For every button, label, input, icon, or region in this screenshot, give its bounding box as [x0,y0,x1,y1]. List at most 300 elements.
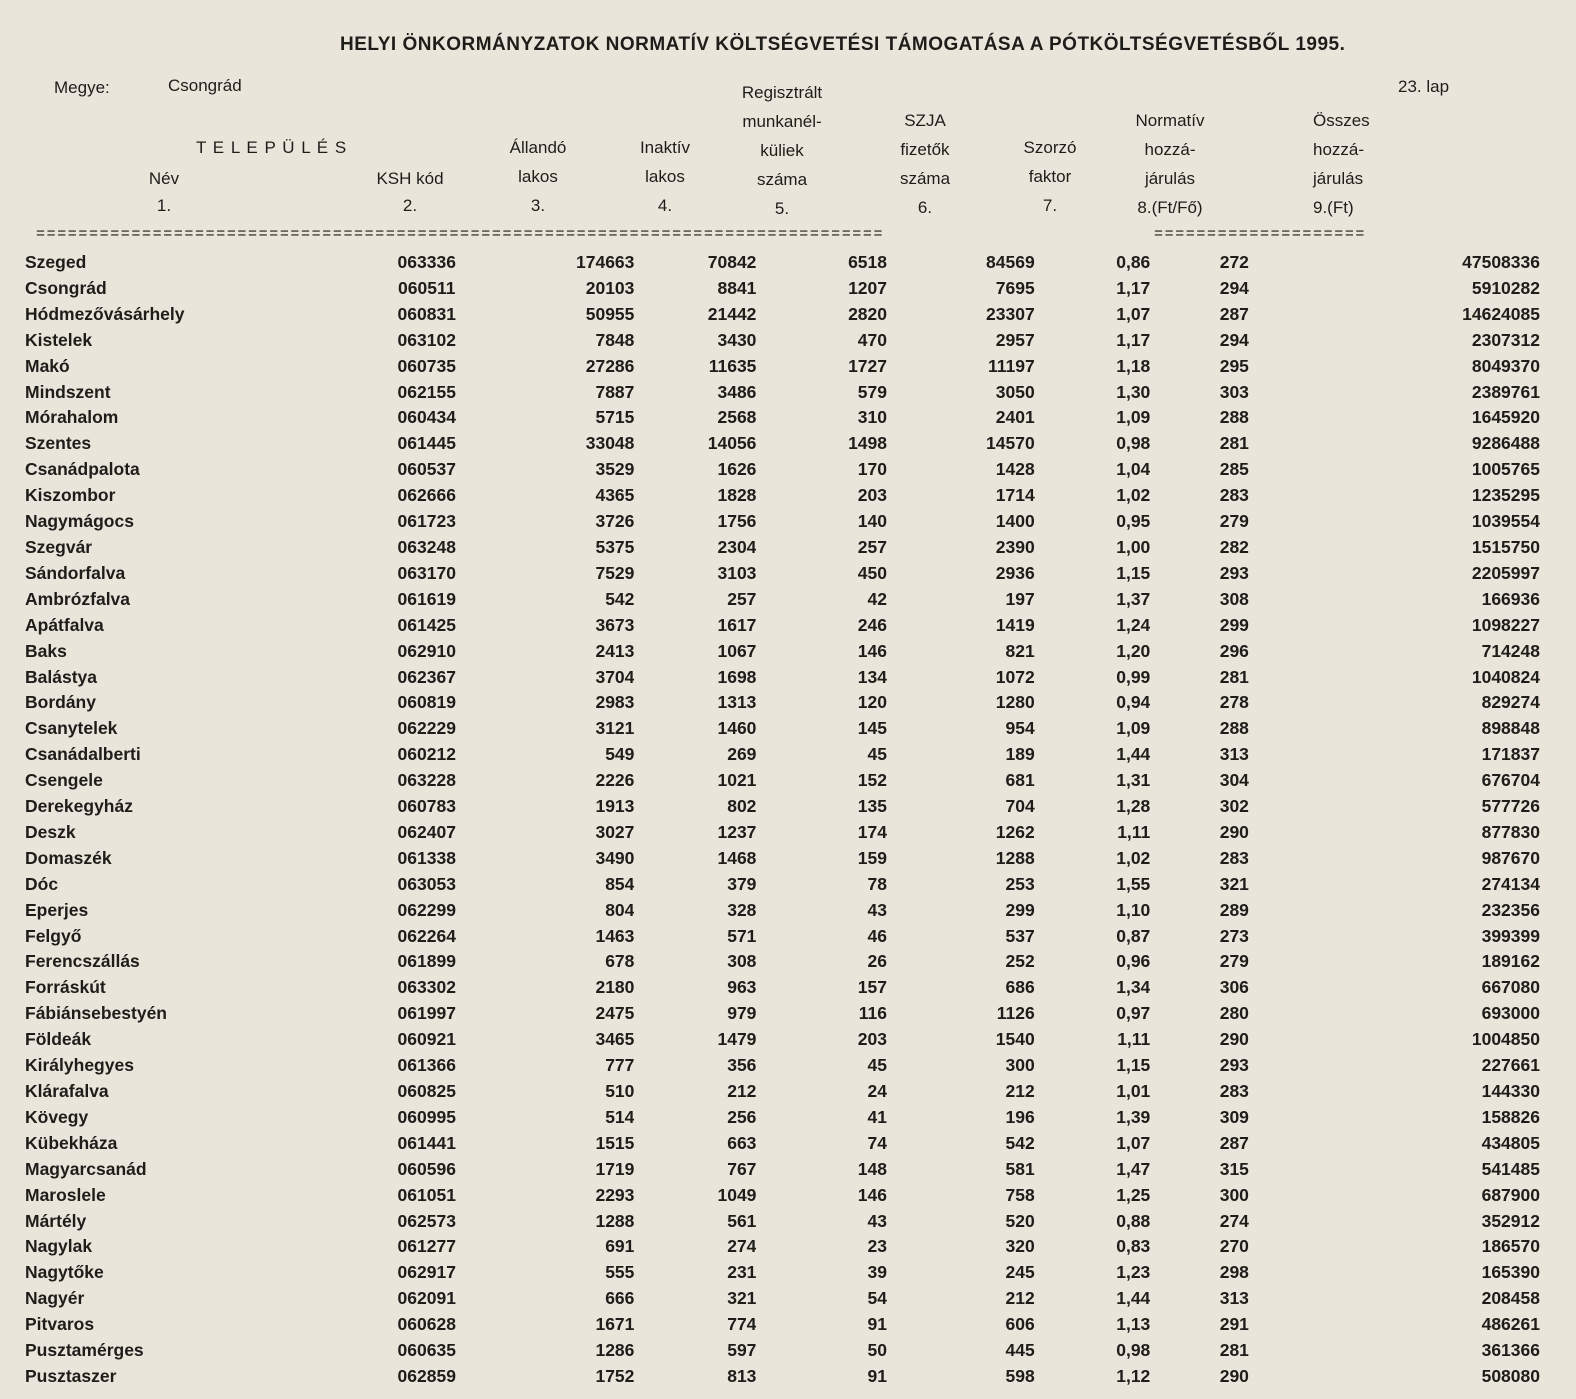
pit-payers-cell: 14570 [986,433,1035,454]
registered-unemployed-cell: 146 [857,1184,887,1205]
pit-payers-cell: 1280 [995,692,1035,713]
table-row [20,1079,1540,1105]
inactive-residents-cell: 3486 [717,381,757,402]
ksh-code-cell: 061425 [397,614,456,635]
settlement-name-cell: Nagyér [25,1288,85,1309]
multiplier-factor-cell: 1,31 [1116,770,1151,791]
pit-payers-cell: 189 [1005,744,1035,765]
registered-unemployed-cell: 45 [867,1055,887,1076]
ksh-code-cell: 060628 [397,1314,456,1335]
multiplier-factor-cell: 1,12 [1116,1365,1151,1386]
ksh-code-cell: 063170 [397,562,456,583]
ksh-code-cell: 063248 [397,536,456,557]
registered-unemployed-cell: 6518 [848,252,887,272]
ksh-code-cell: 061899 [397,951,456,972]
registered-unemployed-cell: 152 [857,770,887,791]
settlement-name-cell: Nagytőke [25,1262,104,1283]
table-row [20,276,1540,302]
permanent-residents-cell: 3027 [595,821,635,842]
table-row [20,509,1540,535]
total-contribution-cell: 541485 [1481,1158,1540,1179]
registered-unemployed-cell: 310 [857,407,887,428]
total-contribution-cell: 47508336 [1462,252,1540,272]
pit-payers-cell: 954 [1005,718,1035,739]
total-contribution-cell: 1040824 [1471,666,1540,687]
permanent-residents-cell: 510 [605,1081,635,1101]
multiplier-factor-cell: 0,98 [1116,1340,1151,1361]
normative-contribution-cell: 290 [1219,1029,1249,1050]
ksh-code-cell: 062910 [397,640,456,661]
normative-contribution-cell: 315 [1219,1158,1249,1179]
total-contribution-cell: 898848 [1481,718,1540,739]
multiplier-factor-cell: 1,17 [1116,329,1151,350]
total-contribution-cell: 165390 [1481,1262,1540,1283]
permanent-residents-cell: 2983 [595,692,635,713]
permanent-residents-cell: 3704 [595,666,635,687]
total-contribution-cell: 508080 [1481,1365,1540,1386]
ksh-code-cell: 062229 [397,718,456,739]
settlement-name-cell: Ferencszállás [25,951,140,972]
inactive-residents-cell: 1021 [717,770,757,791]
registered-unemployed-cell: 146 [857,640,887,661]
permanent-residents-cell: 1463 [595,925,635,946]
permanent-residents-cell: 174663 [576,252,635,272]
inactive-residents-cell: 1237 [717,821,757,842]
table-row [20,1209,1540,1235]
page-number: 23. lap [1398,77,1450,96]
registered-unemployed-cell: 145 [857,718,887,739]
registered-unemployed-cell: 140 [857,511,887,532]
registered-unemployed-cell: 135 [857,796,887,817]
ksh-code-cell: 061051 [397,1184,456,1205]
county-label: Megye: [54,78,110,97]
multiplier-factor-cell: 1,17 [1116,277,1151,298]
total-contribution-cell: 434805 [1481,1132,1540,1153]
normative-contribution-cell: 299 [1219,614,1249,635]
registered-unemployed-cell: 50 [867,1340,887,1361]
total-contribution-cell: 186570 [1481,1236,1540,1257]
total-contribution-cell: 577726 [1481,796,1540,817]
settlement-name-cell: Baks [25,640,67,661]
settlement-name-cell: Hódmezővásárhely [25,303,185,324]
total-contribution-cell: 189162 [1481,951,1540,972]
multiplier-factor-cell: 1,18 [1116,355,1151,376]
permanent-residents-cell: 3673 [595,614,635,635]
permanent-residents-cell: 542 [605,588,635,609]
permanent-residents-cell: 804 [605,899,635,920]
total-contribution-cell: 399399 [1481,925,1540,946]
inactive-residents-cell: 379 [727,873,757,894]
table-row [20,1001,1540,1027]
permanent-residents-cell: 50955 [585,303,635,324]
table-row [20,1157,1540,1183]
pit-payers-cell: 681 [1005,770,1035,791]
header-szja: SZJA fizetők száma 6. [899,111,951,217]
settlement-name-cell: Forráskút [25,977,106,998]
settlement-name-cell: Szeged [25,252,87,272]
normative-contribution-cell: 302 [1219,796,1249,817]
ksh-code-cell: 063102 [397,329,456,350]
multiplier-factor-cell: 1,55 [1116,873,1151,894]
multiplier-factor-cell: 1,04 [1116,459,1151,480]
pit-payers-cell: 11197 [987,355,1035,376]
normative-contribution-cell: 287 [1219,303,1249,324]
registered-unemployed-cell: 134 [857,666,887,687]
pit-payers-cell: 581 [1005,1158,1035,1179]
normative-contribution-cell: 290 [1219,821,1249,842]
permanent-residents-cell: 7529 [595,562,635,583]
ksh-code-cell: 061619 [397,588,456,609]
inactive-residents-cell: 1479 [717,1029,757,1050]
multiplier-factor-cell: 1,39 [1116,1106,1151,1127]
normative-contribution-cell: 270 [1219,1236,1249,1257]
total-contribution-cell: 1005765 [1471,459,1540,480]
registered-unemployed-cell: 203 [857,1029,887,1050]
multiplier-factor-cell: 1,25 [1116,1184,1151,1205]
settlement-name-cell: Kiszombor [25,485,116,506]
multiplier-factor-cell: 0,95 [1116,511,1151,532]
pit-payers-cell: 7695 [995,277,1035,298]
permanent-residents-cell: 1913 [595,796,635,817]
total-contribution-cell: 1039554 [1471,511,1540,532]
inactive-residents-cell: 1067 [717,640,757,661]
ksh-code-cell: 060825 [397,1081,456,1101]
multiplier-factor-cell: 0,87 [1116,925,1151,946]
pit-payers-cell: 606 [1005,1314,1035,1335]
county-name: Csongrád [168,76,242,95]
multiplier-factor-cell: 1,15 [1116,1055,1151,1076]
total-contribution-cell: 208458 [1481,1288,1540,1309]
ksh-code-cell: 062859 [397,1365,456,1386]
inactive-residents-cell: 979 [727,1003,757,1024]
total-contribution-cell: 1004850 [1471,1029,1540,1050]
registered-unemployed-cell: 170 [857,459,887,480]
header-normativ: Normatív hozzá- járulás 8.(Ft/Fő) [1135,111,1205,217]
total-contribution-cell: 144330 [1481,1081,1540,1101]
multiplier-factor-cell: 1,28 [1116,796,1151,817]
table-row [20,380,1540,406]
normative-contribution-cell: 298 [1219,1262,1249,1283]
normative-contribution-cell: 309 [1219,1106,1249,1127]
normative-contribution-cell: 321 [1219,873,1249,894]
inactive-residents-cell: 963 [727,977,757,998]
pit-payers-cell: 2957 [995,329,1035,350]
ksh-code-cell: 060635 [397,1340,456,1361]
permanent-residents-cell: 549 [605,744,635,765]
permanent-residents-cell: 3465 [595,1029,635,1050]
multiplier-factor-cell: 1,13 [1116,1314,1151,1335]
table-row [20,457,1540,483]
registered-unemployed-cell: 1498 [848,433,887,454]
settlement-name-cell: Deszk [25,821,76,842]
normative-contribution-cell: 294 [1219,329,1249,350]
multiplier-factor-cell: 0,96 [1116,951,1151,972]
settlement-name-cell: Apátfalva [25,614,104,635]
multiplier-factor-cell: 0,94 [1116,692,1151,713]
pit-payers-cell: 299 [1005,899,1035,920]
registered-unemployed-cell: 42 [867,588,887,609]
ksh-code-cell: 063053 [397,873,456,894]
table-row [20,794,1540,820]
pit-payers-cell: 197 [1005,588,1035,609]
multiplier-factor-cell: 1,44 [1116,744,1151,765]
normative-contribution-cell: 296 [1219,640,1249,661]
total-contribution-cell: 227661 [1481,1055,1540,1076]
pit-payers-cell: 2390 [995,536,1035,557]
inactive-residents-cell: 597 [727,1340,757,1361]
pit-payers-cell: 196 [1005,1106,1035,1127]
pit-payers-cell: 758 [1005,1184,1035,1205]
table-row [20,898,1540,924]
total-contribution-cell: 8049370 [1471,355,1540,376]
table-row [20,1260,1540,1286]
normative-contribution-cell: 289 [1219,899,1249,920]
pit-payers-cell: 245 [1005,1262,1035,1283]
permanent-residents-cell: 1671 [595,1314,635,1335]
pit-payers-cell: 1126 [996,1003,1035,1024]
inactive-residents-cell: 8841 [717,277,757,298]
pit-payers-cell: 1540 [995,1029,1035,1050]
settlement-name-cell: Fábiánsebestyén [25,1003,167,1024]
total-contribution-cell: 2307312 [1471,329,1540,350]
ksh-code-cell: 060596 [397,1158,456,1179]
data-table-body [20,250,1540,1390]
inactive-residents-cell: 308 [727,951,757,972]
registered-unemployed-cell: 23 [867,1236,887,1257]
settlement-name-cell: Csongrád [25,277,107,298]
total-contribution-cell: 1515750 [1471,536,1540,557]
ksh-code-cell: 060819 [397,692,456,713]
header-telepules: T E L E P Ü L É S [196,138,348,157]
ksh-code-cell: 061445 [397,433,456,454]
settlement-name-cell: Magyarcsanád [25,1158,147,1179]
normative-contribution-cell: 278 [1219,692,1249,713]
inactive-residents-cell: 274 [727,1236,757,1257]
total-contribution-cell: 158826 [1481,1106,1540,1127]
table-row [20,949,1540,975]
permanent-residents-cell: 1515 [595,1132,635,1153]
registered-unemployed-cell: 39 [867,1262,887,1283]
registered-unemployed-cell: 2820 [848,303,887,324]
separator-line-left: ================================================================================ [36,226,885,243]
inactive-residents-cell: 1460 [717,718,757,739]
registered-unemployed-cell: 74 [867,1132,887,1153]
multiplier-factor-cell: 1,02 [1116,485,1151,506]
normative-contribution-cell: 283 [1219,847,1249,868]
registered-unemployed-cell: 579 [857,381,887,402]
ksh-code-cell: 060735 [397,355,456,376]
settlement-name-cell: Pusztaszer [25,1365,117,1386]
normative-contribution-cell: 281 [1219,433,1249,454]
inactive-residents-cell: 1626 [717,459,757,480]
registered-unemployed-cell: 26 [867,951,887,972]
settlement-name-cell: Szentes [25,433,92,454]
table-row [20,872,1540,898]
normative-contribution-cell: 283 [1219,1081,1249,1101]
permanent-residents-cell: 1752 [595,1365,635,1386]
pit-payers-cell: 300 [1005,1055,1035,1076]
ksh-code-cell: 062367 [397,666,456,687]
normative-contribution-cell: 279 [1219,511,1249,532]
ksh-code-cell: 060995 [397,1106,456,1127]
permanent-residents-cell: 27286 [585,355,635,376]
pit-payers-cell: 542 [1005,1132,1035,1153]
total-contribution-cell: 2389761 [1471,381,1540,402]
settlement-name-cell: Sándorfalva [25,562,126,583]
table-row [20,587,1540,613]
inactive-residents-cell: 257 [727,588,757,609]
settlement-name-cell: Kövegy [25,1106,89,1127]
table-row [20,1183,1540,1209]
ksh-code-cell: 061366 [397,1055,456,1076]
settlement-name-cell: Derekegyház [25,796,133,817]
settlement-name-cell: Mártély [25,1210,87,1231]
registered-unemployed-cell: 450 [857,562,887,583]
settlement-name-cell: Bordány [25,692,96,713]
ksh-code-cell: 060831 [397,303,456,324]
total-contribution-cell: 274134 [1481,873,1540,894]
pit-payers-cell: 520 [1005,1210,1035,1231]
inactive-residents-cell: 663 [727,1132,757,1153]
inactive-residents-cell: 1698 [717,666,757,687]
ksh-code-cell: 062917 [397,1262,456,1283]
pit-payers-cell: 704 [1005,796,1035,817]
total-contribution-cell: 829274 [1481,692,1540,713]
data-table [20,250,1540,1390]
total-contribution-cell: 486261 [1481,1314,1540,1335]
table-row [20,768,1540,794]
multiplier-factor-cell: 1,24 [1116,614,1151,635]
settlement-name-cell: Csanádpalota [25,459,140,480]
settlement-name-cell: Kübekháza [25,1132,118,1153]
settlement-name-cell: Ambrózfalva [25,588,131,609]
total-contribution-cell: 14624085 [1462,303,1540,324]
ksh-code-cell: 061441 [397,1132,456,1153]
multiplier-factor-cell: 0,97 [1116,1003,1151,1024]
permanent-residents-cell: 2293 [595,1184,635,1205]
inactive-residents-cell: 70842 [707,252,757,272]
pit-payers-cell: 252 [1005,951,1035,972]
inactive-residents-cell: 561 [727,1210,757,1231]
registered-unemployed-cell: 1727 [848,355,887,376]
settlement-name-cell: Nagylak [25,1236,93,1257]
ksh-code-cell: 063336 [397,252,456,272]
settlement-name-cell: Maroslele [25,1184,106,1205]
inactive-residents-cell: 1756 [717,511,757,532]
header-allando: Állandó lakos 3. [509,138,567,215]
table-row [20,561,1540,587]
total-contribution-cell: 676704 [1481,770,1540,791]
multiplier-factor-cell: 1,47 [1116,1158,1151,1179]
inactive-residents-cell: 328 [727,899,757,920]
registered-unemployed-cell: 91 [867,1314,887,1335]
pit-payers-cell: 1262 [995,821,1035,842]
total-contribution-cell: 1235295 [1471,485,1540,506]
ksh-code-cell: 060783 [397,796,456,817]
permanent-residents-cell: 514 [605,1106,635,1127]
registered-unemployed-cell: 203 [857,485,887,506]
pit-payers-cell: 2936 [995,562,1035,583]
total-contribution-cell: 361366 [1481,1340,1540,1361]
total-contribution-cell: 232356 [1481,899,1540,920]
table-row [20,1105,1540,1131]
ksh-code-cell: 063302 [397,977,456,998]
header-osszes: Összes hozzá- járulás 9.(Ft) [1313,111,1370,217]
table-row [20,846,1540,872]
settlement-name-cell: Pitvaros [25,1314,95,1335]
permanent-residents-cell: 777 [605,1055,635,1076]
registered-unemployed-cell: 91 [867,1365,887,1386]
normative-contribution-cell: 281 [1219,666,1249,687]
multiplier-factor-cell: 1,30 [1116,381,1151,402]
ksh-code-cell: 060434 [397,407,456,428]
permanent-residents-cell: 666 [605,1288,635,1309]
multiplier-factor-cell: 1,10 [1116,899,1151,920]
inactive-residents-cell: 767 [727,1158,757,1179]
permanent-residents-cell: 2475 [595,1003,635,1024]
normative-contribution-cell: 288 [1219,718,1249,739]
table-row [20,1364,1540,1390]
settlement-name-cell: Kistelek [25,329,93,350]
multiplier-factor-cell: 0,99 [1116,666,1151,687]
ksh-code-cell: 062264 [397,925,456,946]
registered-unemployed-cell: 120 [857,692,887,713]
normative-contribution-cell: 280 [1219,1003,1249,1024]
normative-contribution-cell: 294 [1219,277,1249,298]
pit-payers-cell: 212 [1005,1081,1035,1101]
registered-unemployed-cell: 470 [857,329,887,350]
registered-unemployed-cell: 148 [857,1158,887,1179]
registered-unemployed-cell: 159 [857,847,887,868]
settlement-name-cell: Királyhegyes [25,1055,134,1076]
registered-unemployed-cell: 174 [857,821,887,842]
normative-contribution-cell: 283 [1219,485,1249,506]
inactive-residents-cell: 1468 [717,847,757,868]
table-row [20,613,1540,639]
table-row [20,483,1540,509]
total-contribution-cell: 877830 [1481,821,1540,842]
pit-payers-cell: 1072 [995,666,1035,687]
registered-unemployed-cell: 24 [867,1081,887,1101]
table-row [20,639,1540,665]
total-contribution-cell: 5910282 [1471,277,1540,298]
multiplier-factor-cell: 0,98 [1116,433,1151,454]
inactive-residents-cell: 774 [727,1314,757,1335]
settlement-name-cell: Klárafalva [25,1081,109,1101]
permanent-residents-cell: 2180 [595,977,635,998]
normative-contribution-cell: 281 [1219,1340,1249,1361]
total-contribution-cell: 693000 [1481,1003,1540,1024]
settlement-name-cell: Pusztamérges [25,1340,144,1361]
table-row [20,1053,1540,1079]
permanent-residents-cell: 3490 [595,847,635,868]
permanent-residents-cell: 3529 [595,459,635,480]
separator-line-right: ==================== [1154,226,1367,243]
table-row [20,354,1540,380]
permanent-residents-cell: 555 [605,1262,635,1283]
normative-contribution-cell: 290 [1219,1365,1249,1386]
total-contribution-cell: 687900 [1481,1184,1540,1205]
inactive-residents-cell: 1828 [717,485,757,506]
inactive-residents-cell: 14056 [707,433,757,454]
permanent-residents-cell: 2413 [595,640,635,661]
pit-payers-cell: 253 [1005,873,1035,894]
table-row [20,1286,1540,1312]
inactive-residents-cell: 1049 [717,1184,757,1205]
total-contribution-cell: 987670 [1481,847,1540,868]
table-row [20,250,1540,276]
ksh-code-cell: 062155 [397,381,456,402]
